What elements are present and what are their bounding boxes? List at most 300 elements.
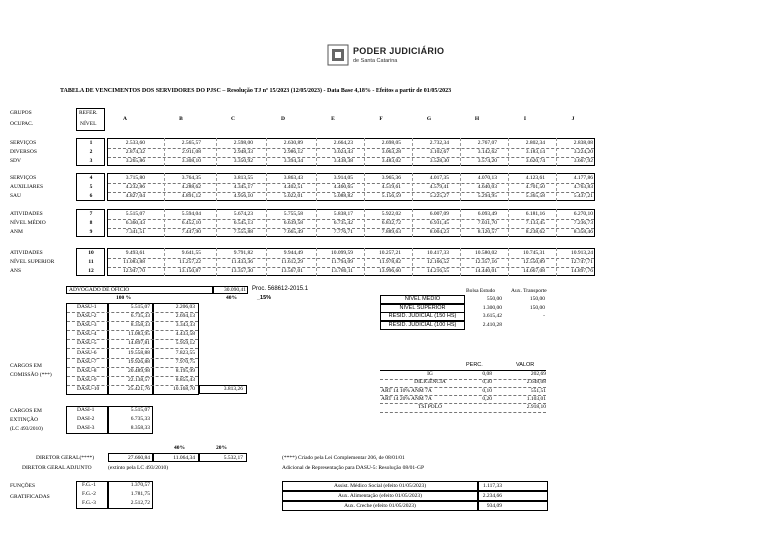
salary-value: 10.099,59 <box>331 250 353 256</box>
group-label: ANM <box>10 229 23 235</box>
salary-value: 3.024,43 <box>333 149 353 155</box>
advogado-label: ADVOGADO DE OFÍCIO <box>69 287 130 293</box>
column-header: C <box>231 116 235 122</box>
salary-value: 7.889,63 <box>381 229 401 235</box>
bolsa-value: 550,00 <box>486 296 502 302</box>
group-label: SERVIÇOS <box>10 175 37 181</box>
dasu-value-100: 5.515,07 <box>130 304 150 310</box>
column-header: F <box>379 116 383 122</box>
process-number: Proc. 568612-2015.1 <box>252 286 309 292</box>
salary-value: 10.417,33 <box>427 250 449 256</box>
salary-value: 5.515,07 <box>125 211 145 217</box>
level-number: 4 <box>89 175 93 181</box>
salary-value: 10.580,02 <box>475 250 497 256</box>
bolsa-value: 1.300,00 <box>482 304 502 311</box>
auxilio-label: Aux. Creche (efeito 01/05/2023) <box>344 503 416 509</box>
salary-value: 7.776,71 <box>333 229 353 235</box>
dasu-value-100: 6.735,33 <box>130 313 150 320</box>
column-divider <box>164 209 165 237</box>
group-label: ATIVIDADES <box>10 211 43 217</box>
level-number: 2 <box>89 149 93 155</box>
salary-value: 2.911,08 <box>181 149 201 155</box>
bolsa-value: 3.615,42 <box>482 313 502 319</box>
salary-value: 11.978,82 <box>379 259 401 265</box>
dasu-value-100: 11.083,95 <box>128 331 150 338</box>
salary-value: 12.357,16 <box>475 259 497 265</box>
column-divider <box>556 138 557 166</box>
column-divider <box>508 138 509 166</box>
dasu-code: DASU-1 <box>77 304 97 310</box>
diretor-value: 5.532,17 <box>223 455 243 461</box>
column-divider <box>216 173 217 201</box>
ig-row-label: DILIGÊNCIA <box>414 379 446 386</box>
dasi-code: DASI-1 <box>77 407 95 413</box>
salary-value: 4.123,61 <box>525 175 545 181</box>
salary-value: 3.620,74 <box>525 158 545 164</box>
salary-value: 6.639,58 <box>283 220 303 226</box>
ig-valor: 1.103,01 <box>526 395 546 402</box>
salary-value: 2.533,60 <box>125 140 145 146</box>
ig-row-label: ART 14 20% ANM 7A <box>381 395 432 402</box>
salary-value: 2.874,32 <box>125 149 145 155</box>
diretor-pct-40: 40% <box>174 445 185 451</box>
comissao-label: CARGOS EM <box>10 363 42 369</box>
column-divider <box>266 209 267 237</box>
salary-value: 3.764,35 <box>181 175 201 181</box>
salary-value: 3.394,34 <box>283 158 303 164</box>
column-divider <box>364 173 365 201</box>
fg-code: F.G.-2 <box>82 491 96 497</box>
dasu-value-100: 20.489,98 <box>128 367 150 374</box>
salary-value: 11.794,09 <box>331 259 353 265</box>
ig-perc: 0,20 <box>482 395 492 402</box>
ig-row-label: IG <box>427 371 433 377</box>
salary-value: 2.664,23 <box>333 140 353 146</box>
dasu-value-40: 10.168,70 <box>173 385 195 392</box>
comissao-label: COMISSÃO (***) <box>10 372 52 378</box>
salary-value: 8.120,57 <box>477 229 497 235</box>
dasi-value: 8.358,33 <box>130 425 150 431</box>
ig-perc: 0,30 <box>482 379 492 386</box>
column-divider <box>164 138 165 166</box>
dasu-value-40: 7.823,55 <box>175 349 195 356</box>
salary-value: 3.142,62 <box>477 149 497 155</box>
auxilio-value: 2.234,66 <box>482 493 502 499</box>
salary-value: 3.308,10 <box>181 158 201 164</box>
salary-value: 5.437,21 <box>573 193 593 199</box>
salary-value: 2.698,05 <box>381 140 401 146</box>
salary-value: 5.838,17 <box>333 211 353 217</box>
salary-value: 12.550,89 <box>523 259 545 265</box>
aux-value: 150,00 <box>529 296 545 302</box>
dasu-code: DASU-10 <box>77 385 100 392</box>
salary-value: 12.947,70 <box>123 268 145 274</box>
group-label: ANS <box>10 268 22 274</box>
diretor-value: 27.660,84 <box>128 455 150 461</box>
column-divider <box>556 209 557 237</box>
ig-row-label: ART 14 10% ANM 7A <box>381 387 432 394</box>
salary-value: 14.667,08 <box>523 268 545 274</box>
diretor-value: 11.064,34 <box>173 455 195 461</box>
salary-value: 3.528,30 <box>429 158 449 164</box>
salary-value: 13.780,11 <box>331 268 353 274</box>
salary-value: 13.150,87 <box>179 268 201 274</box>
column-divider <box>316 248 317 276</box>
dasi-value: 5.515,07 <box>130 407 150 413</box>
salary-value: 3.350,92 <box>233 158 253 164</box>
fg-value: 2.512,72 <box>130 500 150 506</box>
column-divider <box>266 248 267 276</box>
groups-header-2: OCUPAC. <box>10 121 34 127</box>
salary-value: 13.567,01 <box>281 268 303 274</box>
dasu-value-40: 2.206,03 <box>175 304 195 310</box>
note-adicional: Adicional de Representação para DASU-5: Resolução 08/01-GP <box>282 465 425 471</box>
bolsa-row-label: NÍVEL MÉDIO <box>404 296 441 302</box>
diretor-pct-20: 20% <box>216 445 227 451</box>
column-divider <box>364 248 365 276</box>
ig-row-label: TSI POLO <box>418 404 442 411</box>
diretor-geral-label: DIRETOR GERAL(****) <box>36 455 95 461</box>
column-divider <box>364 209 365 237</box>
salary-value: 10.913,24 <box>571 250 593 256</box>
salary-value: 13.996,60 <box>379 268 401 274</box>
ig-perc: 0,10 <box>482 387 492 394</box>
salary-value: 4.956,10 <box>233 193 253 199</box>
salary-value: 7.341,51 <box>125 229 145 235</box>
salary-value: 6.007,09 <box>429 211 449 217</box>
column-divider <box>556 173 557 201</box>
dasu-value-40: 7.970,75 <box>175 358 195 365</box>
extincao-label: EXTINÇÃO <box>10 417 39 423</box>
salary-value: 3.813,55 <box>233 175 253 181</box>
salary-value: 2.732,34 <box>429 140 449 146</box>
column-divider <box>556 248 557 276</box>
column-divider <box>460 248 461 276</box>
salary-value: 4.232,86 <box>125 184 145 190</box>
salary-value: 4.177,86 <box>573 175 593 181</box>
salary-value: 2.986,12 <box>283 149 303 155</box>
column-header: B <box>179 116 183 122</box>
salary-value: 9.944,49 <box>283 250 303 256</box>
column-divider <box>164 173 165 201</box>
salary-value: 3.224,20 <box>573 149 593 155</box>
dasu-value-100: 8.358,33 <box>130 322 150 329</box>
dasu-value-100: 25.421,76 <box>128 385 150 392</box>
salary-value: 4.345,17 <box>233 184 253 190</box>
salary-value: 9.641,55 <box>181 250 201 256</box>
dasu-code: DASU-8 <box>77 367 97 374</box>
column-divider <box>316 173 317 201</box>
level-number: 3 <box>89 158 93 164</box>
fg-value: 1.370,57 <box>130 482 150 488</box>
salary-value: 7.133,45 <box>525 220 545 226</box>
salary-value: 5.365,58 <box>525 193 545 199</box>
column-divider <box>508 248 509 276</box>
dasu-value-40: 5.959,12 <box>175 340 195 347</box>
column-header: E <box>331 116 335 122</box>
salary-value: 8.004,23 <box>429 229 449 235</box>
salary-value: 3.483,02 <box>381 158 401 164</box>
fg-value: 1.781,75 <box>130 491 150 497</box>
column-divider <box>508 173 509 201</box>
note-criado: (****) Criado pela Lei Complementar 206, de 08/01/01 <box>282 455 405 461</box>
column-header: G <box>426 116 432 122</box>
salary-value: 4.827,04 <box>125 193 145 199</box>
level-number: 6 <box>89 193 93 199</box>
salary-value: 4.402,51 <box>283 184 303 190</box>
salary-value: 13.357,30 <box>231 268 253 274</box>
salary-value: 4.460,65 <box>333 184 353 190</box>
salary-value: 6.270,10 <box>573 211 593 217</box>
dasu-value-100: 14.897,81 <box>128 340 150 347</box>
column-divider <box>216 209 217 237</box>
column-divider <box>364 138 365 166</box>
dasu-code: DASU-2 <box>77 313 97 320</box>
pct-100: 100 % <box>116 295 132 301</box>
dasu-value-40: 3.343,33 <box>175 322 195 329</box>
salary-value: 6.452,10 <box>181 220 201 226</box>
column-divider <box>460 173 461 201</box>
salary-value: 3.438,38 <box>333 158 353 164</box>
level-number: 10 <box>88 250 94 256</box>
salary-value: 5.674,23 <box>233 211 253 217</box>
column-divider <box>412 138 413 166</box>
salary-value: 3.063,28 <box>381 149 401 155</box>
column-divider <box>216 248 217 276</box>
dasu-value-100: 19.926,88 <box>128 358 150 365</box>
dasi-code: DASI-3 <box>77 425 95 431</box>
dasu-code: DASU-6 <box>77 349 97 356</box>
salary-value: 6.832,72 <box>381 220 401 226</box>
salary-value: 3.715,80 <box>125 175 145 181</box>
tjsc-logo-icon <box>327 44 349 66</box>
column-divider <box>412 248 413 276</box>
extincao-label: CARGOS EM <box>10 408 42 414</box>
dasu-value-100: 22.138,57 <box>128 376 150 383</box>
salary-value: 5.922,02 <box>381 211 401 217</box>
level-number: 9 <box>89 229 93 235</box>
level-number: 7 <box>89 211 93 217</box>
salary-value: 3.914,05 <box>333 175 353 181</box>
salary-value: 4.640,03 <box>477 184 497 190</box>
salary-value: 6.735,42 <box>333 220 353 226</box>
column-divider <box>460 138 461 166</box>
level-number: 8 <box>89 220 93 226</box>
brand-title: PODER JUDICIÁRIO <box>353 46 445 56</box>
salary-value: 3.265,86 <box>125 158 145 164</box>
column-divider <box>412 173 413 201</box>
level-number: 12 <box>88 268 94 274</box>
dasi-value: 6.735,33 <box>130 416 150 422</box>
diretor-adjunto-note: (extinto pela LC 493/2010) <box>108 465 169 471</box>
salary-value: 3.102,67 <box>429 149 449 155</box>
ig-valor: 2.918,10 <box>526 404 546 411</box>
group-label: NÍVEL SUPERIOR <box>10 259 55 265</box>
salary-value: 14.440,01 <box>475 268 497 274</box>
salary-value: 3.183,14 <box>525 149 545 155</box>
dasu-code: DASU-4 <box>77 331 97 338</box>
aux-value: - <box>543 313 545 319</box>
salary-value: 7.555,88 <box>233 229 253 235</box>
brand-subtitle: de Santa Catarina <box>353 58 398 64</box>
salary-value: 12.166,52 <box>427 259 449 265</box>
salary-value: 4.519,61 <box>381 184 401 190</box>
column-header: J <box>571 116 575 122</box>
salary-value: 11.433,36 <box>231 259 253 265</box>
column-divider <box>266 173 267 201</box>
aux-header: Aux. Transporte <box>511 288 547 294</box>
column-divider <box>508 209 509 237</box>
salary-value: 12.747,71 <box>571 259 593 265</box>
salary-value: 5.755,58 <box>283 211 303 217</box>
salary-value: 4.763,83 <box>573 184 593 190</box>
fg-code: F.G.-1 <box>82 482 96 488</box>
ig-valor: 2.648,08 <box>526 379 546 386</box>
ig-divider <box>380 412 546 413</box>
dasu-value-100: 19.558,88 <box>128 349 150 356</box>
column-divider <box>412 209 413 237</box>
page-title: TABELA DE VENCIMENTOS DOS SERVIDORES DO PJSC – Resolução TJ nº 15/2023 (12/05/2023) - Data Base 4,18% - Efeitos a partir de 01/05/2023 <box>60 88 452 94</box>
aux-value: 150,00 <box>529 304 545 311</box>
ig-valor: 551,51 <box>530 387 546 394</box>
valor-header: VALOR <box>516 362 535 368</box>
salary-value: 9.791,82 <box>233 250 253 256</box>
diretor-adjunto-label: DIRETOR GERAL ADJUNTO <box>22 465 92 471</box>
salary-value: 10.257,21 <box>379 250 401 256</box>
salary-value: 11.083,88 <box>123 259 145 265</box>
auxilio-label: Assist. Médico Social (efeito 01/05/2023) <box>333 483 427 489</box>
bolsa-row-label: NÍVEL SUPERIOR <box>399 304 446 311</box>
column-header: A <box>123 116 127 122</box>
fg-code: F.G.-3 <box>82 500 96 506</box>
column-divider <box>216 138 217 166</box>
salary-value: 14.216,55 <box>427 268 449 274</box>
dasu-code: DASU-5 <box>77 340 97 347</box>
salary-value: 5.088,82 <box>333 193 353 199</box>
salary-value: 7.031,70 <box>477 220 497 226</box>
salary-value: 5.594,04 <box>181 211 201 217</box>
dasu-value-40: 4.433,58 <box>175 331 195 338</box>
dasu-value-15: 3.813,26 <box>223 385 243 392</box>
salary-value: 3.667,92 <box>573 158 593 164</box>
group-label: SERVIÇOS <box>10 140 37 146</box>
dasi-code: DASI-2 <box>77 416 95 422</box>
column-divider <box>316 138 317 166</box>
funcoes-label: GRATIFICADAS <box>10 494 50 500</box>
column-header: I <box>523 116 527 122</box>
salary-value: 2.948,33 <box>233 149 253 155</box>
bolsa-header: Bolsa Estudo <box>466 288 496 294</box>
salary-value: 4.017,35 <box>429 175 449 181</box>
group-label: DIVERSOS <box>10 149 37 155</box>
salary-value: 4.891,12 <box>181 193 201 199</box>
bolsa-value: 2.410,28 <box>482 321 502 328</box>
level-number: 11 <box>88 259 94 265</box>
column-divider <box>164 248 165 276</box>
refer-header-2: NÍVEL <box>80 121 97 127</box>
salary-value: 7.665,49 <box>283 229 303 235</box>
dasu-code: DASU-9 <box>77 376 97 383</box>
salary-value: 8.358,46 <box>573 229 593 235</box>
salary-value: 6.093,49 <box>477 211 497 217</box>
column-header: D <box>281 116 285 122</box>
salary-value: 14.897,76 <box>571 268 593 274</box>
salary-value: 5.022,01 <box>283 193 303 199</box>
salary-value: 3.965,36 <box>381 175 401 181</box>
salary-value: 5.294,95 <box>477 193 497 199</box>
salary-value: 5.225,27 <box>429 193 449 199</box>
salary-value: 2.630,89 <box>283 140 303 146</box>
salary-value: 6.181,16 <box>525 211 545 217</box>
salary-value: 11.612,29 <box>281 259 303 265</box>
group-label: ATIVIDADES <box>10 250 43 256</box>
salary-value: 2.565,57 <box>181 140 201 146</box>
group-label: SAU <box>10 193 22 199</box>
ig-top-line <box>380 370 546 371</box>
refer-header-1: REFER. <box>79 110 98 116</box>
ig-valor: 202,69 <box>530 371 546 377</box>
level-number: 1 <box>89 140 93 146</box>
column-divider <box>266 138 267 166</box>
salary-value: 7.447,90 <box>181 229 201 235</box>
pct-15: _15% <box>257 295 272 301</box>
group-label: SDV <box>10 158 22 164</box>
salary-value: 4.701,50 <box>525 184 545 190</box>
salary-value: 6.360,43 <box>125 220 145 226</box>
salary-value: 3.863,43 <box>283 175 303 181</box>
salary-value: 8.238,62 <box>525 229 545 235</box>
auxilio-value: 934,09 <box>486 503 502 509</box>
bolsa-row-label: RESID. JUDICIAL (150 HS) <box>388 313 457 319</box>
salary-value: 2.767,07 <box>477 140 497 146</box>
perc-header: PERC. <box>466 362 483 368</box>
auxilio-value: 1.117,33 <box>482 483 502 489</box>
salary-value: 2.838,08 <box>573 140 593 146</box>
group-label: AUXILIARES <box>10 184 43 190</box>
dasu-code: DASU-7 <box>77 358 97 365</box>
salary-value: 4.579,41 <box>429 184 449 190</box>
group-label: NÍVEL MÉDIO <box>10 220 46 226</box>
column-header: H <box>474 116 480 122</box>
salary-value: 5.156,59 <box>381 193 401 199</box>
extincao-label: (LC 493/2010) <box>10 426 43 432</box>
salary-value: 2.802,34 <box>525 140 545 146</box>
dasu-value-40: 8.855,43 <box>175 376 195 383</box>
salary-value: 6.545,13 <box>233 220 253 226</box>
dasu-value-40: 2.694,13 <box>175 313 195 320</box>
bolsa-row-label: RESID. JUDICIAL (100 HS) <box>388 321 457 328</box>
salary-value: 6.931,45 <box>429 220 449 226</box>
salary-value: 7.236,73 <box>573 220 593 226</box>
salary-value: 3.574,20 <box>477 158 497 164</box>
ig-perc: 0,08 <box>482 371 492 377</box>
salary-value: 9.493,61 <box>125 250 145 256</box>
column-divider <box>460 209 461 237</box>
column-divider <box>316 209 317 237</box>
salary-value: 10.745,31 <box>523 250 545 256</box>
pct-40: 40% <box>226 295 237 301</box>
salary-value: 11.257,22 <box>179 259 201 265</box>
salary-value: 4.288,62 <box>181 184 201 190</box>
dasu-code: DASU-3 <box>77 322 97 329</box>
dasu-value-40: 8.195,99 <box>175 367 195 374</box>
level-number: 5 <box>89 184 93 190</box>
advogado-value: 30.090,41 <box>224 287 246 293</box>
salary-value: 4.070,13 <box>477 175 497 181</box>
groups-header-1: GRUPOS <box>10 110 32 116</box>
salary-value: 2.598,00 <box>233 140 253 146</box>
auxilio-label: Aux. Alimentação (efeito 01/05/2023) <box>337 493 422 499</box>
